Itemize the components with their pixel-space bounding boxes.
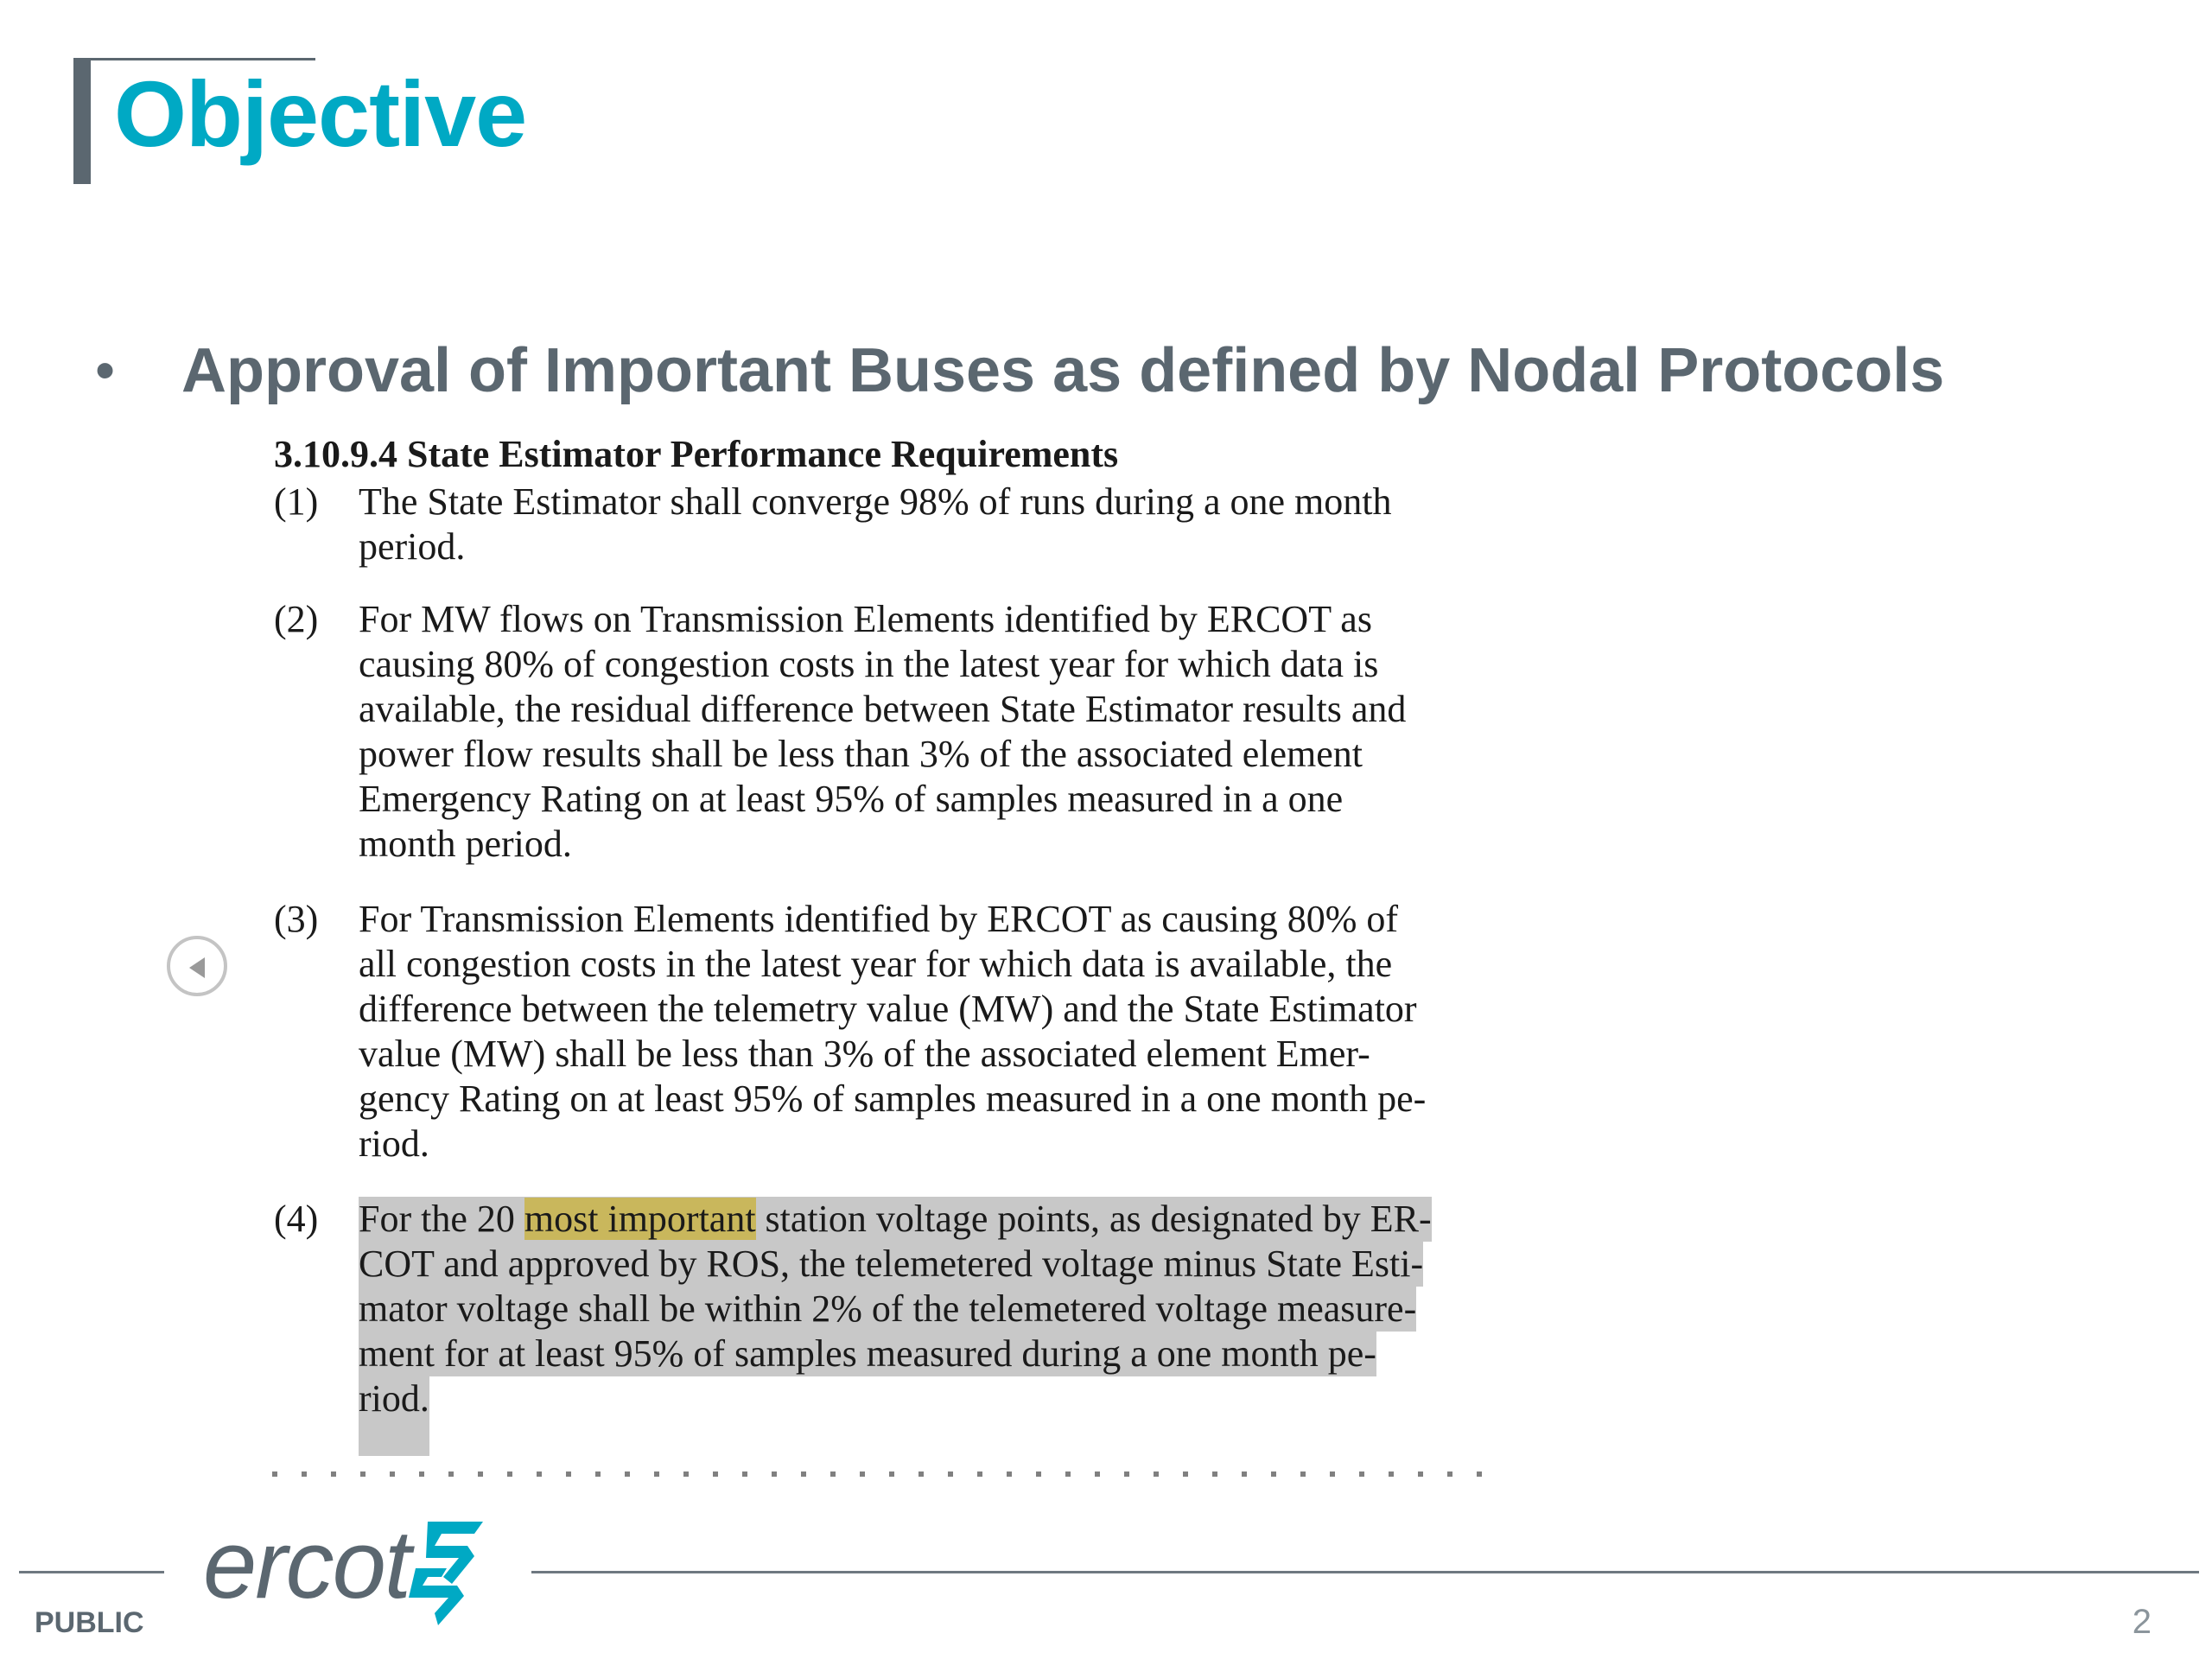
paragraph-number: (1) xyxy=(274,480,319,523)
text-line: For Transmission Elements identified by ERCOT as causing 80% of xyxy=(359,898,1399,940)
text-line xyxy=(359,1197,1432,1242)
classification-label: PUBLIC xyxy=(35,1606,144,1639)
logo-wordmark: ercot xyxy=(203,1510,410,1618)
back-arrow-icon[interactable] xyxy=(167,936,227,996)
text-fragment: For the 20 xyxy=(359,1198,524,1240)
bullet-text: Approval of Important Buses as defined by Nodal Protocols xyxy=(181,336,1945,405)
text-line: difference between the telemetry value (MW) and the State Estimator xyxy=(359,988,1417,1030)
title-accent-bar xyxy=(73,58,91,184)
text-line: all congestion costs in the latest year for which data is available, the xyxy=(359,943,1393,985)
ercot-lightning-mark-icon xyxy=(404,1516,499,1629)
footer-rule-right xyxy=(531,1571,2199,1573)
section-heading: 3.10.9.4 State Estimator Performance Requirements xyxy=(274,433,1119,475)
text-line: available, the residual difference between State Estimator results and xyxy=(359,688,1407,730)
text-line: gency Rating on at least 95% of samples measured in a one month pe- xyxy=(359,1077,1427,1120)
text-line: value (MW) shall be less than 3% of the associated element Emer- xyxy=(359,1033,1370,1075)
text-line: ment for at least 95% of samples measured during a one month pe- xyxy=(359,1332,1376,1375)
text-line: COT and approved by ROS, the telemetered voltage minus State Esti- xyxy=(359,1243,1424,1285)
paragraph-text xyxy=(359,480,1391,569)
paragraph-text-selected xyxy=(359,1197,1432,1456)
text-line: period. xyxy=(359,525,466,568)
footer-rule-left xyxy=(19,1571,164,1573)
text-line: causing 80% of congestion costs in the latest year for which data is xyxy=(359,643,1379,685)
ercot-logo xyxy=(203,1510,497,1633)
slide-title: Objective xyxy=(114,61,527,166)
page-number: 2 xyxy=(2132,1603,2152,1641)
text-line: mator voltage shall be within 2% of the telemetered voltage measure- xyxy=(359,1287,1417,1330)
text-line: month period. xyxy=(359,823,572,865)
paragraph-number: (3) xyxy=(274,898,319,940)
text-line: For MW flows on Transmission Elements identified by ERCOT as xyxy=(359,598,1372,640)
paragraph-text xyxy=(359,897,1426,1166)
paragraph-text xyxy=(359,597,1406,867)
text-fragment: station voltage points, as designated by ER- xyxy=(755,1198,1432,1240)
text-line: power flow results shall be less than 3% of the associated element xyxy=(359,733,1363,775)
text-line: The State Estimator shall converge 98% of runs during a one month xyxy=(359,480,1392,523)
paragraph-number: (4) xyxy=(274,1198,319,1240)
title-accent-line xyxy=(73,58,315,60)
text-line: riod. xyxy=(359,1376,429,1456)
text-line: riod. xyxy=(359,1122,429,1165)
cropped-next-paragraph xyxy=(272,1471,1482,1477)
paragraph-number: (2) xyxy=(274,598,319,640)
bullet-marker: • xyxy=(95,338,116,402)
search-highlight: most important xyxy=(524,1198,756,1240)
text-line: Emergency Rating on at least 95% of samples measured in a one xyxy=(359,778,1344,820)
protocol-excerpt xyxy=(272,428,1482,1478)
